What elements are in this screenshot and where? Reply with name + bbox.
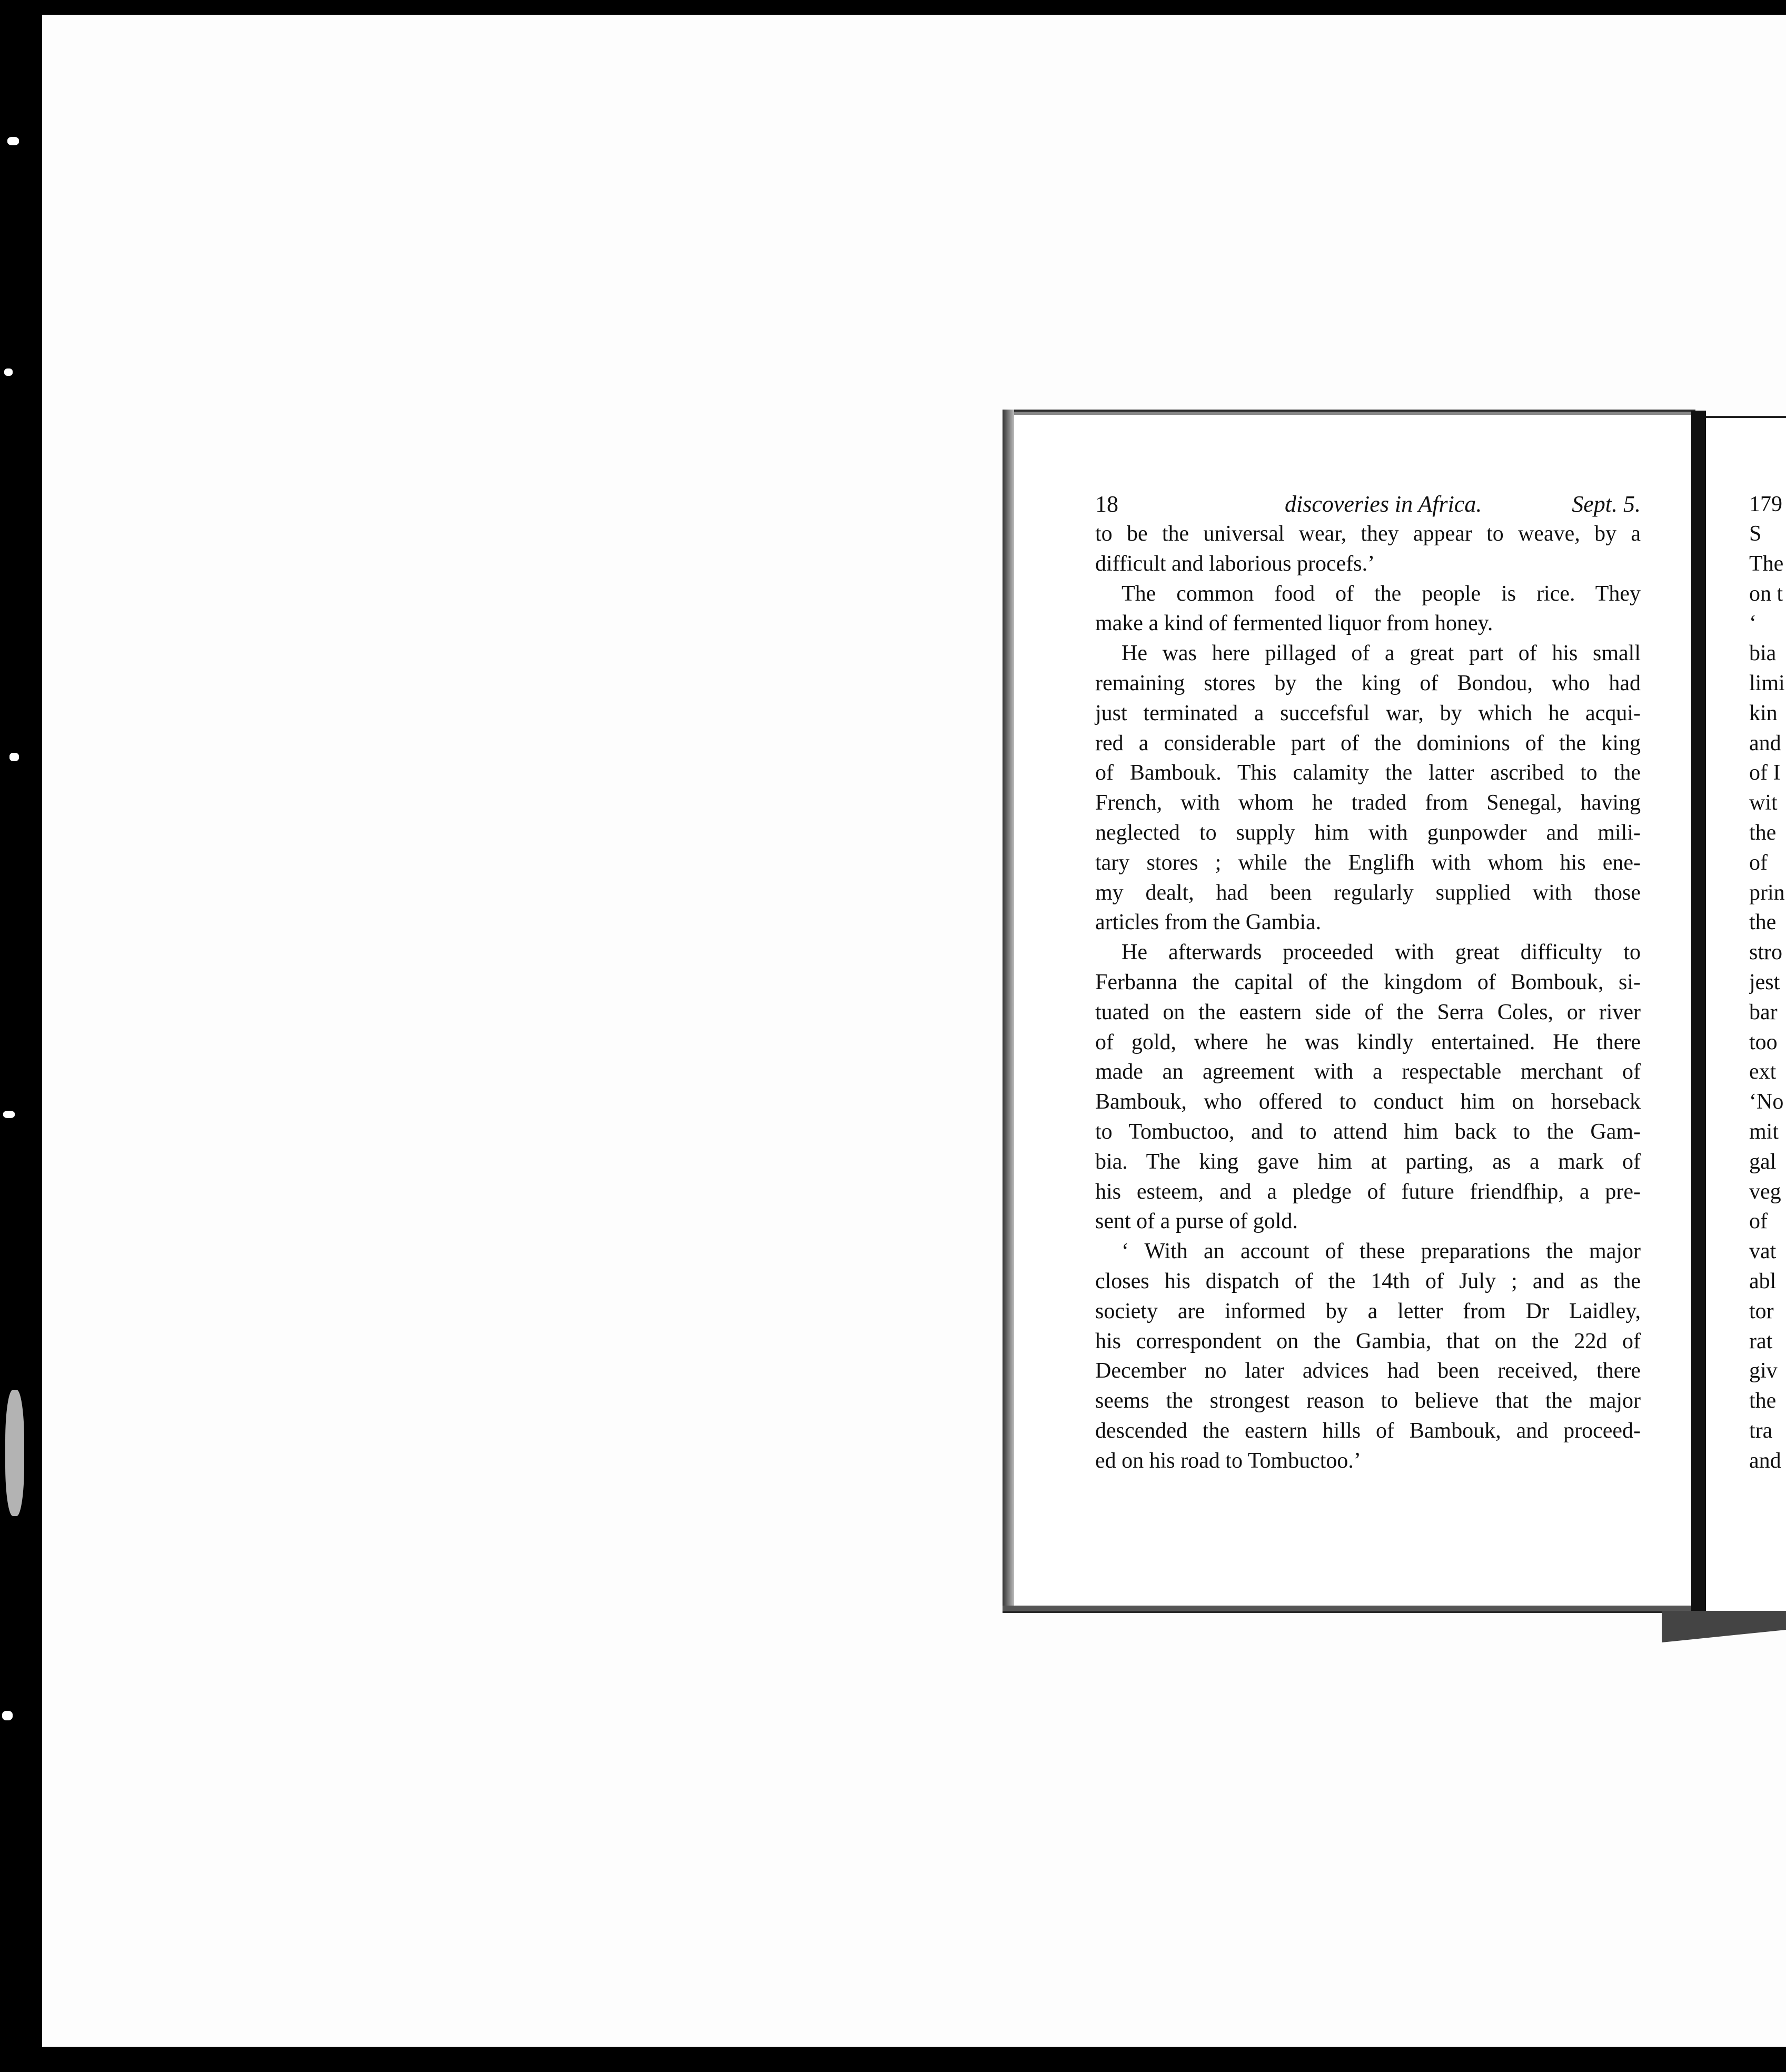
text-line-fragment: gal xyxy=(1749,1149,1777,1174)
text-line: my dealt, had been regularly supplied with those xyxy=(1095,880,1641,905)
text-line-fragment: wit xyxy=(1749,791,1778,815)
text-line: tary stores ; while the Englifh with whom his ene- xyxy=(1095,850,1641,875)
page-header xyxy=(1095,490,1641,519)
text-line-fragment: tra xyxy=(1749,1418,1773,1443)
text-line: just terminated a succefsful war, by which he acqui- xyxy=(1095,701,1641,725)
text-line: society are informed by a letter from Dr Laidley, xyxy=(1095,1299,1641,1323)
text-line-fragment: bar xyxy=(1749,1000,1778,1024)
right-page-number: 179 xyxy=(1749,492,1782,516)
text-line-fragment: vat xyxy=(1749,1239,1777,1264)
text-line: bia. The king gave him at parting, as a mark of xyxy=(1095,1149,1641,1174)
left-page-binding xyxy=(1003,410,1014,1610)
running-head: discoveries in Africa. xyxy=(1285,491,1482,517)
text-line-fragment: stro xyxy=(1749,940,1782,965)
text-line-fragment: the xyxy=(1749,910,1777,935)
text-line-fragment: The xyxy=(1749,551,1784,576)
text-line-fragment: of I xyxy=(1749,761,1781,785)
text-line: his correspondent on the Gambia, that on the 22d of xyxy=(1095,1329,1641,1353)
date-head: Sept. 5. xyxy=(1572,491,1641,517)
text-line: Ferbanna the capital of the kingdom of Bombouk, si- xyxy=(1095,970,1641,994)
film-speck xyxy=(5,1390,24,1516)
text-line-fragment: giv xyxy=(1749,1359,1778,1383)
text-line-fragment: limi xyxy=(1749,671,1785,695)
text-line-fragment: and xyxy=(1749,731,1781,755)
text-line-fragment: abl xyxy=(1749,1269,1777,1293)
text-line: sent of a purse of gold. xyxy=(1095,1209,1298,1234)
text-line-fragment: mit xyxy=(1749,1119,1779,1144)
book-spine xyxy=(1691,411,1706,1621)
text-line: articles from the Gambia. xyxy=(1095,910,1322,935)
text-line: to Tombuctoo, and to attend him back to the Gam- xyxy=(1095,1119,1641,1144)
left-page-bottom-edge xyxy=(1003,1606,1698,1611)
text-line-fragment: on t xyxy=(1749,581,1783,606)
text-line: French, with whom he traded from Senegal, having xyxy=(1095,791,1641,815)
right-page-body xyxy=(1749,519,1786,1476)
text-line-fragment: rat xyxy=(1749,1329,1773,1353)
text-line: neglected to supply him with gunpowder and mili- xyxy=(1095,820,1641,845)
text-line-fragment: and xyxy=(1749,1448,1781,1473)
text-line: remaining stores by the king of Bondou, who had xyxy=(1095,671,1641,695)
text-line: difficult and laborious procefs.’ xyxy=(1095,551,1375,576)
text-line: seems the strongest reason to believe that the major xyxy=(1095,1389,1641,1413)
text-line: of Bambouk. This calamity the latter ascribed to the xyxy=(1095,761,1641,785)
text-line: of gold, where he was kindly entertained. He there xyxy=(1095,1030,1641,1054)
text-line-fragment: ext xyxy=(1749,1060,1777,1084)
text-line: December no later advices had been received, there xyxy=(1095,1359,1641,1383)
text-line-fragment: ‘No xyxy=(1749,1090,1784,1114)
text-line-fragment: kin xyxy=(1749,701,1778,725)
text-line-fragment: jest xyxy=(1749,970,1780,994)
text-line-fragment: prin xyxy=(1749,880,1785,905)
text-line: red a considerable part of the dominions of the king xyxy=(1095,731,1641,755)
text-line: descended the eastern hills of Bambouk, and proceed- xyxy=(1095,1418,1641,1443)
text-line-fragment: tor xyxy=(1749,1299,1774,1323)
film-speck xyxy=(4,368,13,376)
text-line: make a kind of fermented liquor from honey. xyxy=(1095,611,1493,636)
text-line: to be the universal wear, they appear to weave, by a xyxy=(1095,522,1641,546)
text-line: made an agreement with a respectable merchant of xyxy=(1095,1060,1641,1084)
text-line-fragment: of xyxy=(1749,850,1768,875)
text-line-fragment: S xyxy=(1749,522,1762,546)
text-line: his esteem, and a pledge of future friendfhip, a pre- xyxy=(1095,1179,1641,1204)
text-line: tuated on the eastern side of the Serra Coles, or river xyxy=(1095,1000,1641,1024)
text-line-fragment: the xyxy=(1749,1389,1777,1413)
text-line: He was here pillaged of a great part of his small xyxy=(1122,641,1641,666)
text-line: Bambouk, who offered to conduct him on horseback xyxy=(1095,1090,1641,1114)
text-line-fragment: veg xyxy=(1749,1179,1781,1204)
film-speck xyxy=(7,137,19,145)
left-page-text xyxy=(1095,490,1641,1476)
text-line: The common food of the people is rice. They xyxy=(1122,581,1641,606)
text-line-fragment: of xyxy=(1749,1209,1768,1234)
page-number: 18 xyxy=(1095,491,1118,517)
text-line: ed on his road to Tombuctoo.’ xyxy=(1095,1448,1361,1473)
text-line: closes his dispatch of the 14th of July ; and as the xyxy=(1095,1269,1641,1293)
text-line-fragment: too xyxy=(1749,1030,1778,1054)
text-line-fragment: the xyxy=(1749,820,1777,845)
film-speck xyxy=(3,1111,15,1118)
left-page-body xyxy=(1095,519,1641,1476)
right-page-text xyxy=(1749,490,1786,1476)
film-speck xyxy=(9,753,19,761)
text-line-fragment: bia xyxy=(1749,641,1777,666)
film-speck xyxy=(2,1711,13,1720)
text-line: He afterwards proceeded with great difficulty to xyxy=(1122,940,1641,965)
text-line-fragment: ‘ xyxy=(1749,611,1757,636)
text-line: ‘ With an account of these preparations the major xyxy=(1122,1239,1641,1264)
